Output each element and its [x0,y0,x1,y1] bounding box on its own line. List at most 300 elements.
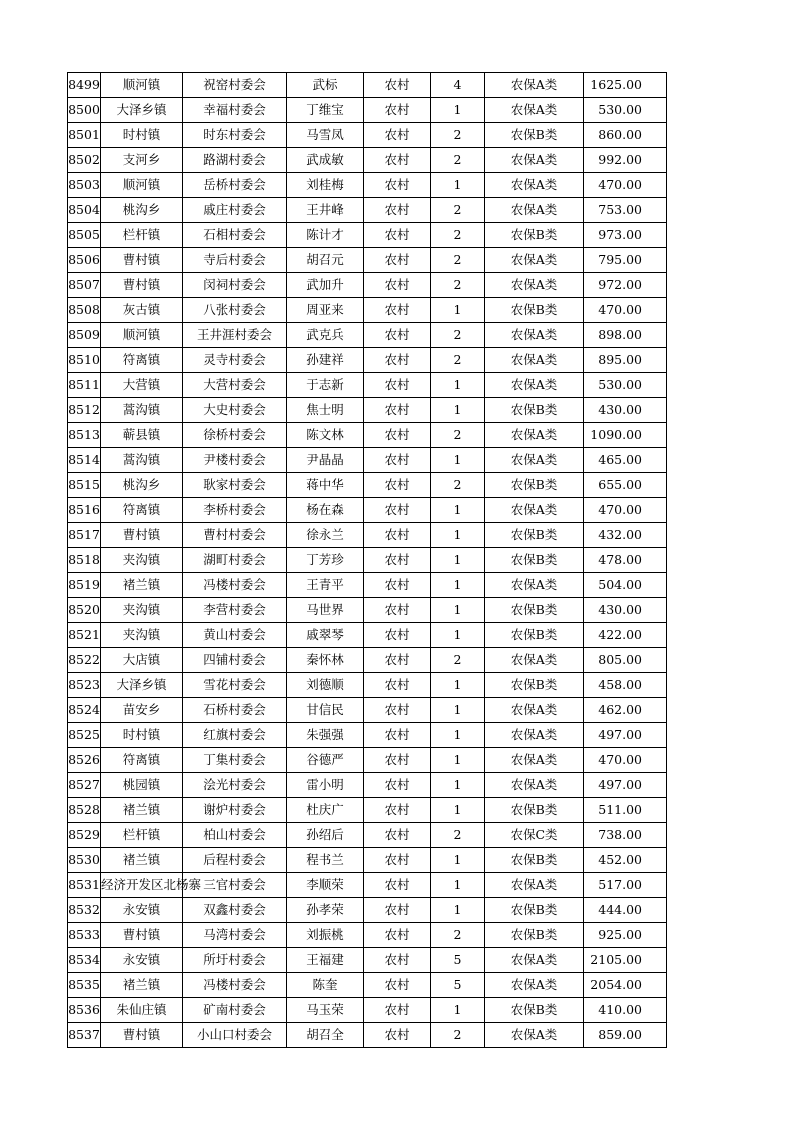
cell-person-name: 杨在森 [287,498,364,523]
cell-amount: 973.00 [584,223,667,248]
cell-insurance-category: 农保A类 [485,73,584,98]
cell-residence-type: 农村 [364,123,431,148]
cell-insurance-category: 农保B类 [485,473,584,498]
cell-village-committee: 时东村委会 [183,123,287,148]
cell-person-name: 尹晶晶 [287,448,364,473]
table-row [68,173,667,198]
cell-record-id: 8533 [68,923,101,948]
cell-person-name: 马玉荣 [287,998,364,1023]
cell-insurance-category: 农保B类 [485,998,584,1023]
cell-amount: 462.00 [584,698,667,723]
cell-residence-type: 农村 [364,448,431,473]
cell-village-committee: 路湖村委会 [183,148,287,173]
table-row [68,748,667,773]
cell-amount: 470.00 [584,173,667,198]
cell-amount: 2105.00 [584,948,667,973]
cell-insurance-category: 农保A类 [485,248,584,273]
cell-town: 曹村镇 [101,248,183,273]
cell-person-name: 朱强强 [287,723,364,748]
cell-village-committee: 岳桥村委会 [183,173,287,198]
cell-amount: 478.00 [584,548,667,573]
cell-insurance-category: 农保B类 [485,798,584,823]
cell-person-name: 马雪凤 [287,123,364,148]
cell-person-name: 焦士明 [287,398,364,423]
cell-village-committee: 三官村委会 [183,873,287,898]
cell-amount: 860.00 [584,123,667,148]
cell-town: 朱仙庄镇 [101,998,183,1023]
cell-residence-type: 农村 [364,698,431,723]
table-row [68,323,667,348]
cell-record-id: 8519 [68,573,101,598]
cell-residence-type: 农村 [364,898,431,923]
cell-person-name: 孙孝荣 [287,898,364,923]
cell-town: 曹村镇 [101,523,183,548]
cell-record-id: 8502 [68,148,101,173]
cell-record-id: 8517 [68,523,101,548]
cell-village-committee: 八张村委会 [183,298,287,323]
cell-amount: 470.00 [584,498,667,523]
cell-person-name: 武加升 [287,273,364,298]
cell-household-count: 2 [431,423,485,448]
cell-village-committee: 冯楼村委会 [183,573,287,598]
cell-town: 顺河镇 [101,73,183,98]
records-table-body [68,73,667,1048]
cell-residence-type: 农村 [364,598,431,623]
cell-person-name: 程书兰 [287,848,364,873]
cell-amount: 972.00 [584,273,667,298]
cell-residence-type: 农村 [364,173,431,198]
cell-residence-type: 农村 [364,673,431,698]
cell-town: 曹村镇 [101,923,183,948]
cell-person-name: 丁维宝 [287,98,364,123]
cell-household-count: 1 [431,723,485,748]
cell-household-count: 1 [431,748,485,773]
cell-amount: 753.00 [584,198,667,223]
cell-village-committee: 曹村村委会 [183,523,287,548]
table-row [68,798,667,823]
cell-residence-type: 农村 [364,373,431,398]
cell-record-id: 8508 [68,298,101,323]
cell-household-count: 5 [431,948,485,973]
cell-town: 符离镇 [101,498,183,523]
cell-amount: 444.00 [584,898,667,923]
cell-record-id: 8503 [68,173,101,198]
cell-amount: 410.00 [584,998,667,1023]
cell-village-committee: 石桥村委会 [183,698,287,723]
cell-household-count: 1 [431,373,485,398]
cell-insurance-category: 农保A类 [485,198,584,223]
cell-amount: 470.00 [584,748,667,773]
cell-record-id: 8532 [68,898,101,923]
cell-town: 夹沟镇 [101,623,183,648]
cell-amount: 458.00 [584,673,667,698]
cell-village-committee: 灵寺村委会 [183,348,287,373]
cell-residence-type: 农村 [364,298,431,323]
table-row [68,498,667,523]
cell-residence-type: 农村 [364,523,431,548]
cell-household-count: 1 [431,573,485,598]
cell-amount: 1090.00 [584,423,667,448]
cell-residence-type: 农村 [364,398,431,423]
cell-insurance-category: 农保B类 [485,523,584,548]
cell-residence-type: 农村 [364,273,431,298]
table-row [68,273,667,298]
cell-insurance-category: 农保A类 [485,748,584,773]
cell-residence-type: 农村 [364,948,431,973]
cell-household-count: 4 [431,73,485,98]
cell-town: 大泽乡镇 [101,98,183,123]
cell-record-id: 8509 [68,323,101,348]
cell-amount: 452.00 [584,848,667,873]
cell-residence-type: 农村 [364,973,431,998]
cell-amount: 2054.00 [584,973,667,998]
cell-insurance-category: 农保A类 [485,723,584,748]
table-row [68,573,667,598]
cell-residence-type: 农村 [364,423,431,448]
cell-insurance-category: 农保B类 [485,223,584,248]
cell-household-count: 2 [431,123,485,148]
cell-record-id: 8504 [68,198,101,223]
cell-person-name: 刘德顺 [287,673,364,698]
cell-record-id: 8500 [68,98,101,123]
cell-household-count: 2 [431,223,485,248]
cell-household-count: 1 [431,548,485,573]
cell-village-committee: 黄山村委会 [183,623,287,648]
cell-town: 褚兰镇 [101,973,183,998]
cell-person-name: 李顺荣 [287,873,364,898]
cell-record-id: 8513 [68,423,101,448]
cell-person-name: 王福建 [287,948,364,973]
cell-town: 桃园镇 [101,773,183,798]
cell-record-id: 8529 [68,823,101,848]
cell-person-name: 陈奎 [287,973,364,998]
cell-person-name: 谷德严 [287,748,364,773]
cell-village-committee: 双鑫村委会 [183,898,287,923]
cell-record-id: 8499 [68,73,101,98]
cell-record-id: 8528 [68,798,101,823]
cell-household-count: 1 [431,673,485,698]
table-row [68,848,667,873]
cell-insurance-category: 农保A类 [485,148,584,173]
cell-village-committee: 李桥村委会 [183,498,287,523]
cell-amount: 430.00 [584,598,667,623]
cell-village-committee: 红旗村委会 [183,723,287,748]
cell-residence-type: 农村 [364,773,431,798]
cell-town: 永安镇 [101,948,183,973]
cell-village-committee: 柏山村委会 [183,823,287,848]
table-row [68,773,667,798]
cell-insurance-category: 农保A类 [485,648,584,673]
cell-town: 栏杆镇 [101,223,183,248]
cell-town: 褚兰镇 [101,848,183,873]
table-row [68,73,667,98]
cell-household-count: 1 [431,298,485,323]
cell-household-count: 2 [431,648,485,673]
cell-household-count: 2 [431,1023,485,1048]
cell-town: 永安镇 [101,898,183,923]
cell-insurance-category: 农保A类 [485,373,584,398]
table-row [68,898,667,923]
cell-residence-type: 农村 [364,473,431,498]
cell-amount: 432.00 [584,523,667,548]
cell-residence-type: 农村 [364,98,431,123]
cell-residence-type: 农村 [364,148,431,173]
cell-person-name: 孙建祥 [287,348,364,373]
table-row [68,648,667,673]
cell-amount: 530.00 [584,373,667,398]
cell-person-name: 胡召元 [287,248,364,273]
cell-town: 顺河镇 [101,173,183,198]
cell-town: 灰古镇 [101,298,183,323]
cell-amount: 422.00 [584,623,667,648]
cell-village-committee: 王井涯村委会 [183,323,287,348]
table-row [68,423,667,448]
cell-person-name: 杜庆广 [287,798,364,823]
cell-person-name: 雷小明 [287,773,364,798]
cell-residence-type: 农村 [364,998,431,1023]
cell-household-count: 2 [431,923,485,948]
cell-village-committee: 幸福村委会 [183,98,287,123]
cell-amount: 655.00 [584,473,667,498]
cell-town: 夹沟镇 [101,598,183,623]
table-row [68,973,667,998]
cell-amount: 465.00 [584,448,667,473]
cell-person-name: 武成敏 [287,148,364,173]
cell-amount: 430.00 [584,398,667,423]
cell-residence-type: 农村 [364,223,431,248]
table-row [68,223,667,248]
cell-person-name: 丁芳珍 [287,548,364,573]
table-row [68,123,667,148]
table-row [68,948,667,973]
cell-household-count: 2 [431,198,485,223]
cell-residence-type: 农村 [364,623,431,648]
cell-amount: 517.00 [584,873,667,898]
cell-record-id: 8526 [68,748,101,773]
cell-household-count: 1 [431,398,485,423]
cell-residence-type: 农村 [364,723,431,748]
cell-insurance-category: 农保B类 [485,673,584,698]
cell-village-committee: 所圩村委会 [183,948,287,973]
cell-record-id: 8521 [68,623,101,648]
cell-village-committee: 马湾村委会 [183,923,287,948]
cell-record-id: 8522 [68,648,101,673]
cell-person-name: 陈文林 [287,423,364,448]
cell-household-count: 1 [431,523,485,548]
cell-person-name: 胡召全 [287,1023,364,1048]
cell-record-id: 8512 [68,398,101,423]
cell-household-count: 2 [431,823,485,848]
cell-record-id: 8515 [68,473,101,498]
cell-insurance-category: 农保B类 [485,398,584,423]
cell-residence-type: 农村 [364,573,431,598]
cell-household-count: 1 [431,873,485,898]
cell-insurance-category: 农保A类 [485,873,584,898]
cell-insurance-category: 农保B类 [485,623,584,648]
cell-household-count: 1 [431,998,485,1023]
cell-residence-type: 农村 [364,798,431,823]
cell-person-name: 武克兵 [287,323,364,348]
cell-insurance-category: 农保A类 [485,573,584,598]
cell-town: 蒿沟镇 [101,448,183,473]
cell-residence-type: 农村 [364,823,431,848]
cell-household-count: 1 [431,773,485,798]
cell-residence-type: 农村 [364,648,431,673]
cell-town: 符离镇 [101,348,183,373]
cell-residence-type: 农村 [364,873,431,898]
cell-amount: 738.00 [584,823,667,848]
cell-record-id: 8518 [68,548,101,573]
table-row [68,623,667,648]
records-table [67,72,667,1048]
cell-village-committee: 雪花村委会 [183,673,287,698]
cell-household-count: 1 [431,498,485,523]
cell-insurance-category: 农保A类 [485,98,584,123]
cell-residence-type: 农村 [364,348,431,373]
cell-household-count: 2 [431,323,485,348]
cell-amount: 805.00 [584,648,667,673]
cell-town: 支河乡 [101,148,183,173]
table-row [68,698,667,723]
cell-amount: 530.00 [584,98,667,123]
table-row [68,548,667,573]
cell-household-count: 1 [431,448,485,473]
cell-record-id: 8536 [68,998,101,1023]
cell-town: 符离镇 [101,748,183,773]
cell-village-committee: 闵祠村委会 [183,273,287,298]
cell-village-committee: 湖町村委会 [183,548,287,573]
cell-insurance-category: 农保A类 [485,448,584,473]
cell-insurance-category: 农保B类 [485,123,584,148]
cell-household-count: 2 [431,473,485,498]
cell-amount: 992.00 [584,148,667,173]
cell-insurance-category: 农保A类 [485,348,584,373]
table-row [68,598,667,623]
cell-insurance-category: 农保B类 [485,598,584,623]
cell-household-count: 2 [431,273,485,298]
cell-household-count: 1 [431,98,485,123]
cell-residence-type: 农村 [364,498,431,523]
cell-household-count: 1 [431,698,485,723]
cell-residence-type: 农村 [364,323,431,348]
cell-insurance-category: 农保A类 [485,1023,584,1048]
cell-amount: 795.00 [584,248,667,273]
cell-insurance-category: 农保A类 [485,323,584,348]
cell-person-name: 蒋中华 [287,473,364,498]
cell-record-id: 8527 [68,773,101,798]
cell-residence-type: 农村 [364,548,431,573]
cell-town: 顺河镇 [101,323,183,348]
cell-record-id: 8537 [68,1023,101,1048]
cell-insurance-category: 农保A类 [485,773,584,798]
cell-amount: 497.00 [584,723,667,748]
table-row [68,298,667,323]
cell-household-count: 2 [431,148,485,173]
cell-village-committee: 小山口村委会 [183,1023,287,1048]
cell-person-name: 周亚来 [287,298,364,323]
cell-village-committee: 石相村委会 [183,223,287,248]
cell-person-name: 于志新 [287,373,364,398]
cell-household-count: 1 [431,848,485,873]
cell-record-id: 8516 [68,498,101,523]
cell-residence-type: 农村 [364,748,431,773]
cell-village-committee: 四铺村委会 [183,648,287,673]
cell-residence-type: 农村 [364,923,431,948]
cell-amount: 504.00 [584,573,667,598]
cell-amount: 895.00 [584,348,667,373]
cell-town: 桃沟乡 [101,198,183,223]
cell-record-id: 8501 [68,123,101,148]
table-row [68,873,667,898]
cell-residence-type: 农村 [364,198,431,223]
cell-record-id: 8507 [68,273,101,298]
cell-village-committee: 大史村委会 [183,398,287,423]
cell-town: 蕲县镇 [101,423,183,448]
cell-town: 时村镇 [101,723,183,748]
cell-town: 时村镇 [101,123,183,148]
table-row [68,98,667,123]
cell-village-committee: 丁集村委会 [183,748,287,773]
cell-record-id: 8514 [68,448,101,473]
table-row [68,998,667,1023]
cell-record-id: 8510 [68,348,101,373]
table-row [68,723,667,748]
cell-person-name: 戚翠琴 [287,623,364,648]
cell-insurance-category: 农保B类 [485,898,584,923]
cell-amount: 1625.00 [584,73,667,98]
cell-village-committee: 祝窑村委会 [183,73,287,98]
cell-insurance-category: 农保C类 [485,823,584,848]
cell-household-count: 1 [431,173,485,198]
cell-village-committee: 浍光村委会 [183,773,287,798]
table-row [68,398,667,423]
cell-record-id: 8506 [68,248,101,273]
cell-village-committee: 耿家村委会 [183,473,287,498]
table-row [68,373,667,398]
cell-household-count: 2 [431,248,485,273]
cell-amount: 859.00 [584,1023,667,1048]
cell-residence-type: 农村 [364,73,431,98]
cell-insurance-category: 农保A类 [485,498,584,523]
cell-person-name: 徐永兰 [287,523,364,548]
table-row [68,448,667,473]
cell-person-name: 王井峰 [287,198,364,223]
cell-insurance-category: 农保A类 [485,173,584,198]
cell-village-committee: 大营村委会 [183,373,287,398]
cell-village-committee: 矿南村委会 [183,998,287,1023]
cell-person-name: 马世界 [287,598,364,623]
cell-record-id: 8525 [68,723,101,748]
cell-insurance-category: 农保A类 [485,973,584,998]
table-row [68,1023,667,1048]
cell-amount: 925.00 [584,923,667,948]
cell-amount: 898.00 [584,323,667,348]
cell-village-committee: 李营村委会 [183,598,287,623]
cell-town: 大营镇 [101,373,183,398]
cell-person-name: 陈计才 [287,223,364,248]
cell-household-count: 5 [431,973,485,998]
cell-village-committee: 冯楼村委会 [183,973,287,998]
cell-record-id: 8531 [68,873,101,898]
cell-insurance-category: 农保A类 [485,948,584,973]
cell-insurance-category: 农保A类 [485,273,584,298]
table-row [68,248,667,273]
cell-record-id: 8530 [68,848,101,873]
cell-person-name: 刘桂梅 [287,173,364,198]
table-row [68,348,667,373]
cell-household-count: 1 [431,898,485,923]
cell-insurance-category: 农保A类 [485,698,584,723]
